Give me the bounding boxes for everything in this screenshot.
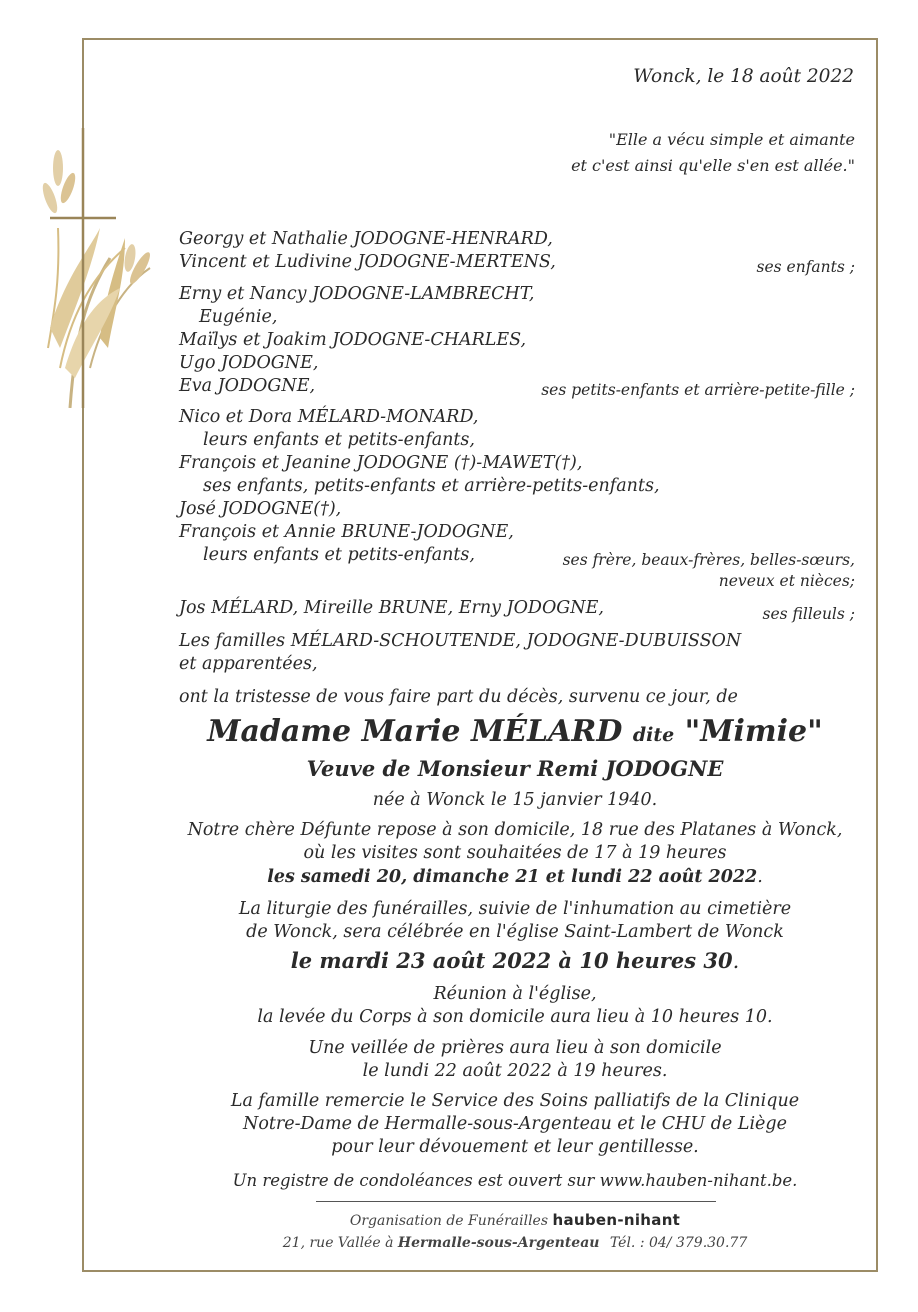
list-item: François et Annie BRUNE-JODOGNE,	[179, 522, 514, 542]
quote-line-1: "Elle a vécu simple et aimante	[608, 130, 855, 149]
list-item: Erny et Nancy JODOGNE-LAMBRECHT,	[179, 284, 535, 304]
list-item: José JODOGNE(†),	[179, 499, 342, 519]
footer-address	[100, 1235, 918, 1251]
siblings-relation-line-2: neveux et nièces;	[718, 572, 855, 590]
list-item: Eva JODOGNE,	[179, 376, 316, 396]
meeting-line-2: la levée du Corps à son domicile aura lieu à 10 heures 10.	[257, 1007, 773, 1027]
quote-line-2: et c'est ainsi qu'elle s'en est allée."	[571, 156, 855, 175]
address-prefix: 21, rue Vallée à	[282, 1235, 394, 1251]
godchildren: Jos MÉLARD, Mireille BRUNE, Erny JODOGNE,	[179, 598, 604, 618]
name-nickname: "Mimie"	[684, 714, 823, 749]
address-town: Hermalle-sous-Argenteau	[397, 1235, 600, 1251]
thanks-line-3: pour leur dévouement et leur gentillesse.	[331, 1137, 699, 1157]
funeral-date: le mardi 23 août 2022 à 10 heures 30.	[290, 948, 740, 973]
brand-logo: hauben-nihant	[552, 1211, 681, 1229]
meeting-line-1: Réunion à l'église,	[433, 984, 597, 1004]
list-item: Georgy et Nathalie JODOGNE-HENRARD,	[179, 229, 553, 249]
vigil-line-2: le lundi 22 août 2022 à 19 heures.	[362, 1061, 668, 1081]
organisation-label: Organisation de Funérailles	[349, 1213, 549, 1229]
list-item: Ugo JODOGNE,	[179, 353, 319, 373]
phone: Tél. : 04/ 379.30.77	[609, 1235, 748, 1251]
godchildren-relation: ses filleuls ;	[762, 605, 855, 623]
footer-organisation	[100, 1211, 918, 1229]
rest-line-1: Notre chère Défunte repose à son domicile, 18 rue des Platanes à Wonck,	[187, 820, 843, 840]
announcement-intro: ont la tristesse de vous faire part du décès, survenu ce jour, de	[179, 687, 738, 707]
widow-line: Veuve de Monsieur Remi JODOGNE	[306, 756, 724, 781]
liturgy-line-1: La liturgie des funérailles, suivie de l'inhumation au cimetière	[238, 899, 792, 919]
children-relation: ses enfants ;	[756, 258, 855, 276]
deceased-name	[100, 714, 918, 749]
rest-line-2: où les visites sont souhaitées de 17 à 19 heures	[303, 843, 727, 863]
name-dite: dite	[632, 724, 675, 746]
list-item: ses enfants, petits-enfants et arrière-petits-enfants,	[203, 476, 660, 496]
list-item: leurs enfants et petits-enfants,	[203, 430, 475, 450]
place-date: Wonck, le 18 août 2022	[633, 66, 854, 87]
list-item: Nico et Dora MÉLARD-MONARD,	[179, 407, 479, 427]
list-item: leurs enfants et petits-enfants,	[203, 545, 475, 565]
families	[179, 630, 741, 676]
birth-line: née à Wonck le 15 janvier 1940.	[372, 790, 658, 810]
siblings-relation-line-1: ses frère, beaux-frères, belles-sœurs,	[562, 551, 855, 569]
footer-divider	[316, 1201, 716, 1202]
vigil-line-1: Une veillée de prières aura lieu à son domicile	[308, 1038, 722, 1058]
families-line-1: Les familles MÉLARD-SCHOUTENDE, JODOGNE-DUBUISSON	[179, 631, 742, 651]
funeral-date-text: le mardi 23 août 2022 à 10 heures 30	[290, 948, 733, 973]
list-item: Vincent et Ludivine JODOGNE-MERTENS,	[179, 252, 556, 272]
grandchildren-relation: ses petits-enfants et arrière-petite-fille ;	[541, 381, 855, 399]
thanks-line-1: La famille remercie le Service des Soins palliatifs de la Clinique	[230, 1091, 800, 1111]
grandchildren-list	[179, 283, 534, 398]
list-item: Eugénie,	[199, 307, 278, 327]
liturgy-line-2: de Wonck, sera célébrée en l'église Saint-Lambert de Wonck	[246, 922, 784, 942]
visit-days-text: les samedi 20, dimanche 21 et lundi 22 août 2022	[267, 867, 758, 887]
siblings-list	[179, 406, 660, 567]
thanks-line-2: Notre-Dame de Hermalle-sous-Argenteau et le CHU de Liège	[243, 1114, 787, 1134]
registry-line: Un registre de condoléances est ouvert sur www.hauben-nihant.be.	[232, 1171, 798, 1190]
cross-wheat-icon	[30, 108, 170, 408]
families-line-2: et apparentées,	[179, 654, 318, 674]
name-main: Madame Marie MÉLARD	[207, 714, 623, 749]
children-list	[179, 228, 556, 274]
list-item: Maïlys et Joakim JODOGNE-CHARLES,	[179, 330, 527, 350]
list-item: François et Jeanine JODOGNE (†)-MAWET(†),	[179, 453, 583, 473]
visit-days: les samedi 20, dimanche 21 et lundi 22 août 2022.	[267, 867, 763, 887]
